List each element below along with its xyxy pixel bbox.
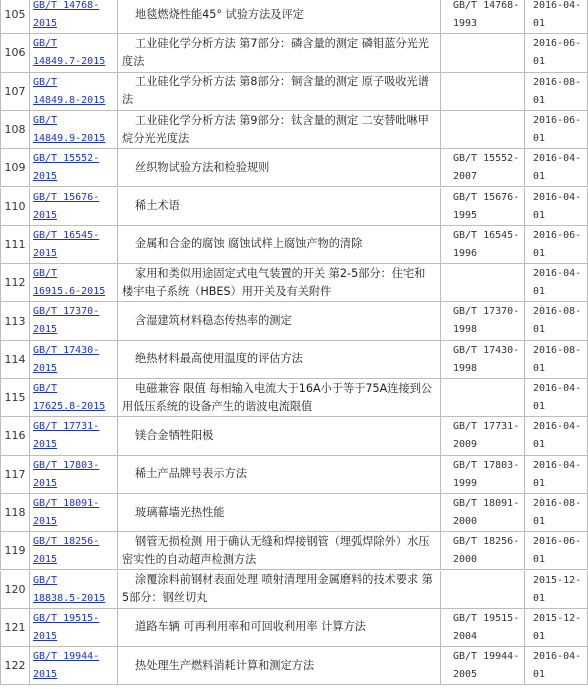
replaced-standard: GB/T 14768- 1993 [441,0,525,33]
standard-title [118,647,441,684]
standard-title-text: 热处理生产燃料消耗计算和测定方法 [135,658,315,672]
standard-code-link[interactable]: GB/T 17731- 2015 [33,421,100,451]
standard-title-text: 金属和合金的腐蚀 腐蚀试样上腐蚀产物的清除 [135,237,363,251]
standard-code-cell [30,647,118,684]
standard-title [118,226,441,263]
replaced-standard: GB/T 17803- 1999 [441,456,525,493]
standard-title-text: 工业硅化学分析方法 第9部分：钛含量的测定 二安替吡啉甲烷分光光度法 [122,113,429,145]
table-row [0,0,588,34]
standard-title [118,111,441,148]
standard-code-link[interactable]: GB/T 16915.6-2015 [33,268,106,298]
standard-title [118,73,441,110]
standard-title-text: 工业硅化学分析方法 第7部分：磷含量的测定 磷钼蓝分光光度法 [122,36,429,68]
standard-title [118,0,441,33]
row-number: 117 [0,456,30,493]
standard-code-link[interactable]: GB/T 14849.7-2015 [33,38,106,68]
standard-code-link[interactable]: GB/T 17370- 2015 [33,306,100,336]
row-number: 116 [0,417,30,454]
implementation-date: 2016-04- 01 [525,0,588,33]
standard-code-cell [30,264,118,301]
standard-code-cell [30,571,118,608]
replaced-standard: GB/T 19515- 2004 [441,609,525,646]
replaced-standard: GB/T 17370- 1998 [441,302,525,339]
standard-title-text: 电磁兼容 限值 每相输入电流大于16A小于等于75A连接到公用低压系统的设备产生的谐波电流限值 [122,381,433,413]
implementation-date: 2016-06- 01 [525,111,588,148]
row-number: 113 [0,302,30,339]
table-row [0,226,588,264]
replaced-standard: GB/T 16545- 1996 [441,226,525,263]
implementation-date: 2015-12- 01 [525,609,588,646]
row-number: 115 [0,379,30,416]
standard-title [118,188,441,225]
standard-code-cell [30,494,118,531]
row-number: 109 [0,149,30,186]
replaced-standard: GB/T 19944- 2005 [441,647,525,684]
replaced-standard: GB/T 18091- 2000 [441,494,525,531]
standard-code-link[interactable]: GB/T 17430- 2015 [33,344,100,374]
standard-code-cell [30,188,118,225]
standard-code-cell [30,111,118,148]
replaced-standard [441,571,525,608]
table-row [0,341,588,379]
table-row [0,532,588,570]
row-number: 121 [0,609,30,646]
implementation-date: 2016-04- 01 [525,188,588,225]
standard-code-cell [30,34,118,71]
row-number: 118 [0,494,30,531]
standard-code-cell [30,609,118,646]
row-number: 112 [0,264,30,301]
row-number: 108 [0,111,30,148]
implementation-date: 2016-04- 01 [525,417,588,454]
replaced-standard: GB/T 17731- 2009 [441,417,525,454]
standard-title-text: 含湿建筑材料稳态传热率的测定 [135,314,292,328]
table-row [0,379,588,417]
table-row [0,302,588,340]
standard-code-cell [30,226,118,263]
standard-title-text: 绝热材料最高使用温度的评估方法 [135,352,303,366]
table-row [0,188,588,226]
standard-code-link[interactable]: GB/T 17803- 2015 [33,459,100,489]
table-row [0,73,588,111]
standard-code-link[interactable]: GB/T 19944- 2015 [33,651,100,681]
replaced-standard [441,34,525,71]
standard-title-text: 道路车辆 可再利用率和可回收利用率 计算方法 [135,620,366,634]
standard-code-link[interactable]: GB/T 15552- 2015 [33,153,100,183]
row-number: 119 [0,532,30,569]
standard-code-link[interactable]: GB/T 14768- 2015 [33,0,100,29]
standard-title-text: 玻璃幕墙光热性能 [135,505,225,519]
standard-title-text: 钢管无损检测 用于确认无缝和焊接钢管（埋弧焊除外）水压密实性的自动超声检测方法 [122,534,430,566]
implementation-date: 2016-04- 01 [525,379,588,416]
standard-title-text: 稀土产品牌号表示方法 [135,467,247,481]
standard-code-cell [30,417,118,454]
replaced-standard: GB/T 15552- 2007 [441,149,525,186]
standard-title [118,609,441,646]
standard-code-cell [30,149,118,186]
row-number: 105 [0,0,30,33]
table-row [0,647,588,685]
replaced-standard: GB/T 17430- 1998 [441,341,525,378]
implementation-date: 2016-04- 01 [525,456,588,493]
implementation-date: 2016-04- 01 [525,264,588,301]
standard-code-cell [30,456,118,493]
standard-title-text: 涂覆涂料前钢材表面处理 喷射清理用金属磨料的技术要求 第5部分：钢丝切丸 [122,573,433,605]
standard-title [118,149,441,186]
standard-code-cell [30,73,118,110]
standard-code-link[interactable]: GB/T 19515- 2015 [33,612,100,642]
standard-title [118,302,441,339]
standard-code-cell [30,341,118,378]
replaced-standard: GB/T 15676- 1995 [441,188,525,225]
standard-code-link[interactable]: GB/T 18256- 2015 [33,536,100,566]
replaced-standard [441,264,525,301]
standard-code-cell [30,0,118,33]
implementation-date: 2016-06- 01 [525,34,588,71]
row-number: 122 [0,647,30,684]
table-row [0,417,588,455]
table-row [0,264,588,302]
implementation-date: 2016-04- 01 [525,149,588,186]
table-row [0,571,588,609]
standard-code-link[interactable]: GB/T 15676- 2015 [33,191,100,221]
row-number: 107 [0,73,30,110]
standard-title [118,417,441,454]
implementation-date: 2016-08- 01 [525,73,588,110]
table-row [0,149,588,187]
standard-code-cell [30,302,118,339]
implementation-date: 2016-08- 01 [525,302,588,339]
implementation-date: 2016-08- 01 [525,494,588,531]
standard-code-link[interactable]: GB/T 14849.9-2015 [33,114,106,144]
standard-code-link[interactable]: GB/T 16545- 2015 [33,229,100,259]
standard-code-link[interactable]: GB/T 18091- 2015 [33,497,100,527]
standard-title [118,532,441,569]
standard-title [118,571,441,608]
standard-code-link[interactable]: GB/T 14849.8-2015 [33,76,106,106]
row-number: 110 [0,188,30,225]
standard-title-text: 镁合金牺牲阳极 [135,428,214,442]
standard-title-text: 家用和类似用途固定式电气装置的开关 第2-5部分：住宅和楼宇电子系统（HBES）用开关及有关附件 [122,266,426,298]
standard-title [118,379,441,416]
implementation-date: 2016-04- 01 [525,647,588,684]
standard-title [118,34,441,71]
standard-code-cell [30,532,118,569]
standard-title [118,341,441,378]
replaced-standard: GB/T 18256- 2000 [441,532,525,569]
row-number: 106 [0,34,30,71]
implementation-date: 2016-06- 01 [525,532,588,569]
row-number: 111 [0,226,30,263]
standard-title-text: 工业硅化学分析方法 第8部分：铜含量的测定 原子吸收光谱法 [122,75,429,107]
standard-code-link[interactable]: GB/T 18838.5-2015 [33,574,106,604]
replaced-standard [441,73,525,110]
standard-title [118,264,441,301]
standard-code-link[interactable]: GB/T 17625.8-2015 [33,383,106,412]
table-row [0,456,588,494]
standard-title-text: 地毯燃烧性能45° 试验方法及评定 [135,7,304,21]
table-row [0,494,588,532]
replaced-standard [441,111,525,148]
row-number: 120 [0,571,30,608]
implementation-date: 2015-12- 01 [525,571,588,608]
standard-title [118,456,441,493]
table-row [0,111,588,149]
table-row [0,34,588,72]
row-number: 114 [0,341,30,378]
implementation-date: 2016-08- 01 [525,341,588,378]
table-row [0,609,588,647]
standard-title-text: 稀土术语 [135,199,180,213]
standard-title-text: 丝织物试验方法和检验规则 [135,160,270,174]
replaced-standard [441,379,525,416]
implementation-date: 2016-06- 01 [525,226,588,263]
standard-title [118,494,441,531]
standard-code-cell [30,379,118,416]
